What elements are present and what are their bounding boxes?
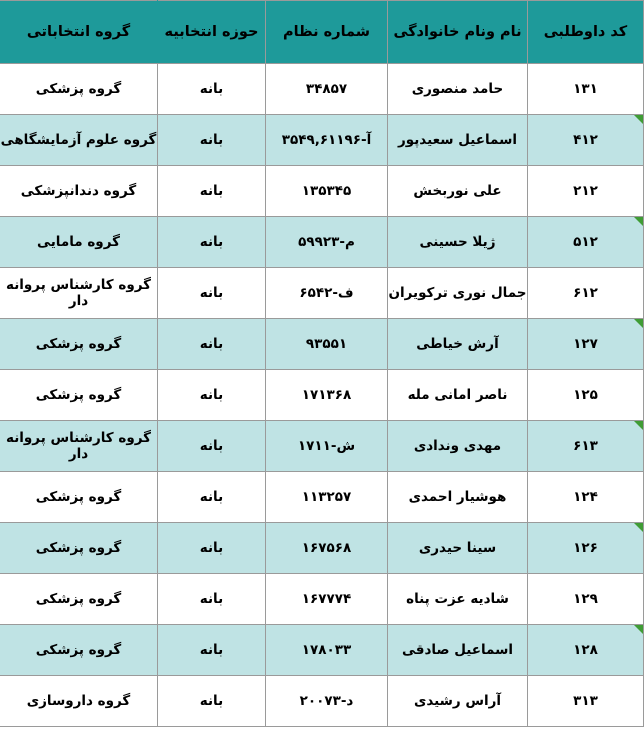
- cell-number: ۹۳۵۵۱: [266, 319, 388, 370]
- cell-code: ۱۲۵: [528, 370, 644, 421]
- cell-code: ۱۲۴: [528, 472, 644, 523]
- cell-number: ف-۶۵۴۲: [266, 268, 388, 319]
- cell-group: گروه علوم آزمایشگاهی: [0, 115, 158, 166]
- column-header-group: گروه انتخاباتی: [0, 1, 158, 64]
- cell-name: ناصر امانی مله: [388, 370, 528, 421]
- cell-group: گروه پزشکی: [0, 319, 158, 370]
- table-row: [0, 217, 644, 268]
- table-row: [0, 625, 644, 676]
- cell-name: اسماعیل سعیدپور: [388, 115, 528, 166]
- cell-code: ۲۱۲: [528, 166, 644, 217]
- column-header-name: نام ونام خانوادگی: [388, 1, 528, 64]
- table-row: [0, 574, 644, 625]
- cell-district: بانه: [158, 64, 266, 115]
- cell-code: ۵۱۲: [528, 217, 644, 268]
- cell-district: بانه: [158, 166, 266, 217]
- cell-number: ۱۷۱۳۶۸: [266, 370, 388, 421]
- cell-code: ۳۱۳: [528, 676, 644, 727]
- cell-group: گروه مامایی: [0, 217, 158, 268]
- cell-number: ۱۷۸۰۳۳: [266, 625, 388, 676]
- column-header-number: شماره نظام: [266, 1, 388, 64]
- table-row: [0, 370, 644, 421]
- cell-group: گروه پزشکی: [0, 574, 158, 625]
- table-row: [0, 268, 644, 319]
- cell-number: ش-۱۷۱۱: [266, 421, 388, 472]
- cell-district: بانه: [158, 268, 266, 319]
- table-row: [0, 421, 644, 472]
- cell-name: سینا حیدری: [388, 523, 528, 574]
- table-row: [0, 676, 644, 727]
- cell-district: بانه: [158, 676, 266, 727]
- table-row: [0, 472, 644, 523]
- cell-code: ۶۱۲: [528, 268, 644, 319]
- cell-number: م-۵۹۹۲۳: [266, 217, 388, 268]
- cell-district: بانه: [158, 370, 266, 421]
- cell-code: ۱۲۹: [528, 574, 644, 625]
- cell-group: گروه کارشناس پروانه دار: [0, 268, 158, 319]
- table-row: [0, 115, 644, 166]
- cell-code: ۴۱۲: [528, 115, 644, 166]
- cell-district: بانه: [158, 421, 266, 472]
- cell-number: د-۲۰۰۷۳: [266, 676, 388, 727]
- cell-group: گروه پزشکی: [0, 64, 158, 115]
- cell-number: ۱۶۷۵۶۸: [266, 523, 388, 574]
- cell-district: بانه: [158, 472, 266, 523]
- cell-district: بانه: [158, 115, 266, 166]
- cell-name: آراس رشیدی: [388, 676, 528, 727]
- cell-name: حامد منصوری: [388, 64, 528, 115]
- cell-group: گروه پزشکی: [0, 523, 158, 574]
- table-row: [0, 523, 644, 574]
- column-header-district: حوزه انتخابیه: [158, 1, 266, 64]
- cell-number: ۳۴۸۵۷: [266, 64, 388, 115]
- cell-group: گروه داروسازی: [0, 676, 158, 727]
- cell-name: آرش خیاطی: [388, 319, 528, 370]
- column-header-code: کد داوطلبی: [528, 1, 644, 64]
- cell-number: ۱۳۵۳۴۵: [266, 166, 388, 217]
- cell-name: مهدی وندادی: [388, 421, 528, 472]
- cell-code: ۱۲۶: [528, 523, 644, 574]
- cell-name: علی نوربخش: [388, 166, 528, 217]
- cell-name: جمال نوری ترکویران: [388, 268, 528, 319]
- cell-name: اسماعیل صادقی: [388, 625, 528, 676]
- table-header-row: [0, 1, 644, 64]
- table-row: [0, 64, 644, 115]
- cell-group: گروه پزشکی: [0, 370, 158, 421]
- cell-number: ۱۶۷۷۷۴: [266, 574, 388, 625]
- cell-name: هوشیار احمدی: [388, 472, 528, 523]
- table-header: [0, 1, 644, 64]
- cell-district: بانه: [158, 319, 266, 370]
- cell-name: شادیه عزت پناه: [388, 574, 528, 625]
- cell-district: بانه: [158, 625, 266, 676]
- table-row: [0, 319, 644, 370]
- cell-code: ۱۳۱: [528, 64, 644, 115]
- cell-group: گروه پزشکی: [0, 625, 158, 676]
- cell-code: ۱۲۷: [528, 319, 644, 370]
- cell-name: ژیلا حسینی: [388, 217, 528, 268]
- table-body: [0, 64, 644, 727]
- cell-number: ۱۱۳۲۵۷: [266, 472, 388, 523]
- table-row: [0, 166, 644, 217]
- cell-group: گروه پزشکی: [0, 472, 158, 523]
- cell-district: بانه: [158, 523, 266, 574]
- cell-district: بانه: [158, 574, 266, 625]
- cell-code: ۶۱۳: [528, 421, 644, 472]
- cell-group: گروه کارشناس پروانه دار: [0, 421, 158, 472]
- cell-number: آ-۳۵۴۹,۶۱۱۹۶: [266, 115, 388, 166]
- cell-group: گروه دندانپزشکی: [0, 166, 158, 217]
- cell-code: ۱۲۸: [528, 625, 644, 676]
- cell-district: بانه: [158, 217, 266, 268]
